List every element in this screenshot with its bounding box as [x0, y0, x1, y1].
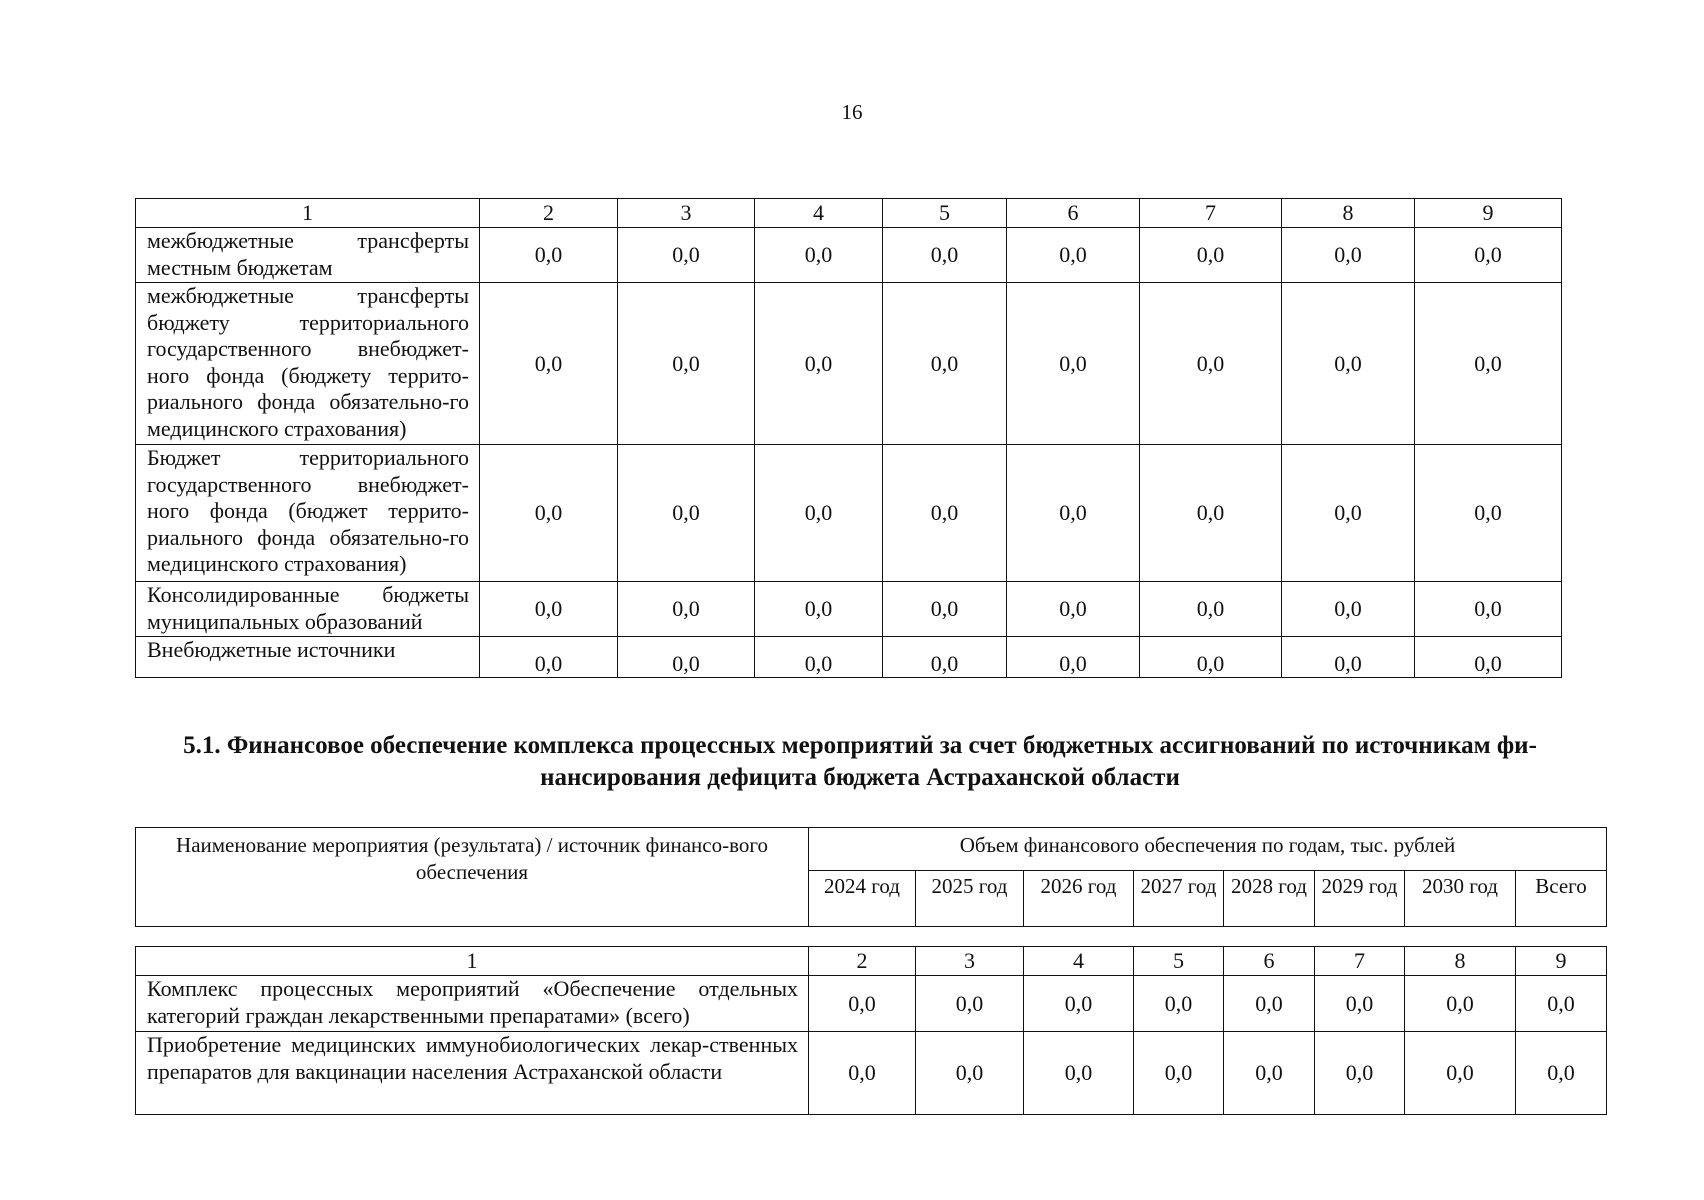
- row-label: межбюджетные трансферты бюджету территориального государственного внебюджет-ного фонда (бюджету террито-риального фонда обязательно-го медицинского страхования): [136, 283, 480, 445]
- cell-value: 0,0: [1007, 582, 1140, 637]
- year-header: 2024 год: [809, 871, 916, 927]
- financing-header-table: [135, 827, 1607, 927]
- column-number: 1: [136, 947, 809, 976]
- year-header: 2027 год: [1134, 871, 1224, 927]
- row-label: Внебюджетные источники: [136, 637, 480, 678]
- funding-volume-header: Объем финансового обеспечения по годам, тыс. рублей: [809, 828, 1607, 871]
- year-header: 2029 год: [1315, 871, 1405, 927]
- cell-value: 0,0: [480, 445, 618, 582]
- cell-value: 0,0: [1405, 976, 1516, 1032]
- cell-value: 0,0: [1282, 283, 1415, 445]
- column-number: 6: [1007, 199, 1140, 228]
- event-name-header: Наименование мероприятия (результата) / источник финансо-вого обеспечения: [136, 828, 809, 927]
- row-label: Консолидированные бюджеты муниципальных образований: [136, 582, 480, 637]
- row-label: Бюджет территориального государственного внебюджет-ного фонда (бюджет террито-риального фонда обязательно-го медицинского страхования): [136, 445, 480, 582]
- column-number: 6: [1224, 947, 1315, 976]
- cell-value: 0,0: [1024, 976, 1134, 1032]
- cell-value: 0,0: [1516, 1032, 1607, 1115]
- cell-value: 0,0: [1415, 228, 1562, 283]
- cell-value: 0,0: [755, 445, 883, 582]
- table-row: [136, 976, 1607, 1032]
- cell-value: 0,0: [883, 637, 1007, 678]
- year-header: 2028 год: [1224, 871, 1315, 927]
- row-label: Комплекс процессных мероприятий «Обеспечение отдельных категорий граждан лекарственными препаратами» (всего): [136, 976, 809, 1032]
- cell-value: 0,0: [1415, 445, 1562, 582]
- cell-value: 0,0: [480, 283, 618, 445]
- cell-value: 0,0: [480, 228, 618, 283]
- cell-value: 0,0: [480, 637, 618, 678]
- cell-value: 0,0: [480, 582, 618, 637]
- table-row: [136, 228, 1562, 283]
- column-number: 3: [618, 199, 755, 228]
- section-heading: [150, 730, 1570, 794]
- cell-value: 0,0: [618, 582, 755, 637]
- cell-value: 0,0: [618, 228, 755, 283]
- cell-value: 0,0: [618, 445, 755, 582]
- column-number: 2: [480, 199, 618, 228]
- table-row: [136, 637, 1562, 678]
- row-label: Приобретение медицинских иммунобиологических лекар-ственных препаратов для вакцинации населения Астраханской области: [136, 1032, 809, 1115]
- cell-value: 0,0: [1007, 283, 1140, 445]
- cell-value: 0,0: [755, 228, 883, 283]
- cell-value: 0,0: [1134, 1032, 1224, 1115]
- column-number: 9: [1516, 947, 1607, 976]
- row-label: межбюджетные трансферты местным бюджетам: [136, 228, 480, 283]
- year-header: 2026 год: [1024, 871, 1134, 927]
- cell-value: 0,0: [1415, 637, 1562, 678]
- column-number-row: [136, 947, 1607, 976]
- cell-value: 0,0: [1415, 582, 1562, 637]
- column-number: 5: [1134, 947, 1224, 976]
- year-header: 2025 год: [916, 871, 1024, 927]
- column-number: 1: [136, 199, 480, 228]
- cell-value: 0,0: [1315, 976, 1405, 1032]
- cell-value: 0,0: [916, 976, 1024, 1032]
- table-row: [136, 1032, 1607, 1115]
- cell-value: 0,0: [755, 637, 883, 678]
- process-events-table: [135, 946, 1607, 1115]
- cell-value: 0,0: [1282, 228, 1415, 283]
- cell-value: 0,0: [755, 582, 883, 637]
- cell-value: 0,0: [883, 582, 1007, 637]
- column-number: 5: [883, 199, 1007, 228]
- cell-value: 0,0: [1405, 1032, 1516, 1115]
- cell-value: 0,0: [1140, 228, 1282, 283]
- cell-value: 0,0: [1516, 976, 1607, 1032]
- cell-value: 0,0: [1140, 283, 1282, 445]
- cell-value: 0,0: [883, 228, 1007, 283]
- cell-value: 0,0: [1315, 1032, 1405, 1115]
- section-heading-line: 5.1. Финансовое обеспечение комплекса процессных мероприятий за счет бюджетных ассигнований по источникам фи-: [183, 732, 1537, 759]
- cell-value: 0,0: [1140, 582, 1282, 637]
- column-number: 3: [916, 947, 1024, 976]
- cell-value: 0,0: [1415, 283, 1562, 445]
- cell-value: 0,0: [809, 1032, 916, 1115]
- table-row: [136, 582, 1562, 637]
- column-number-row: [136, 199, 1562, 228]
- funding-sources-table: [135, 198, 1562, 678]
- cell-value: 0,0: [1282, 637, 1415, 678]
- column-number: 4: [1024, 947, 1134, 976]
- cell-value: 0,0: [1007, 637, 1140, 678]
- page-number: 16: [841, 100, 863, 124]
- column-number: 7: [1140, 199, 1282, 228]
- column-number: 7: [1315, 947, 1405, 976]
- table-row: [136, 445, 1562, 582]
- cell-value: 0,0: [618, 283, 755, 445]
- cell-value: 0,0: [1140, 637, 1282, 678]
- cell-value: 0,0: [1007, 445, 1140, 582]
- column-number: 2: [809, 947, 916, 976]
- cell-value: 0,0: [1282, 582, 1415, 637]
- section-heading-line: нансирования дефицита бюджета Астраханской области: [540, 764, 1180, 791]
- cell-value: 0,0: [1007, 228, 1140, 283]
- cell-value: 0,0: [809, 976, 916, 1032]
- cell-value: 0,0: [916, 1032, 1024, 1115]
- cell-value: 0,0: [883, 445, 1007, 582]
- cell-value: 0,0: [1134, 976, 1224, 1032]
- column-number: 8: [1405, 947, 1516, 976]
- year-header: 2030 год: [1405, 871, 1516, 927]
- cell-value: 0,0: [618, 637, 755, 678]
- cell-value: 0,0: [755, 283, 883, 445]
- cell-value: 0,0: [1282, 445, 1415, 582]
- cell-value: 0,0: [883, 283, 1007, 445]
- column-number: 4: [755, 199, 883, 228]
- table-row: [136, 283, 1562, 445]
- cell-value: 0,0: [1024, 1032, 1134, 1115]
- column-number: 8: [1282, 199, 1415, 228]
- column-number: 9: [1415, 199, 1562, 228]
- total-header: Всего: [1516, 871, 1607, 927]
- cell-value: 0,0: [1140, 445, 1282, 582]
- cell-value: 0,0: [1224, 976, 1315, 1032]
- cell-value: 0,0: [1224, 1032, 1315, 1115]
